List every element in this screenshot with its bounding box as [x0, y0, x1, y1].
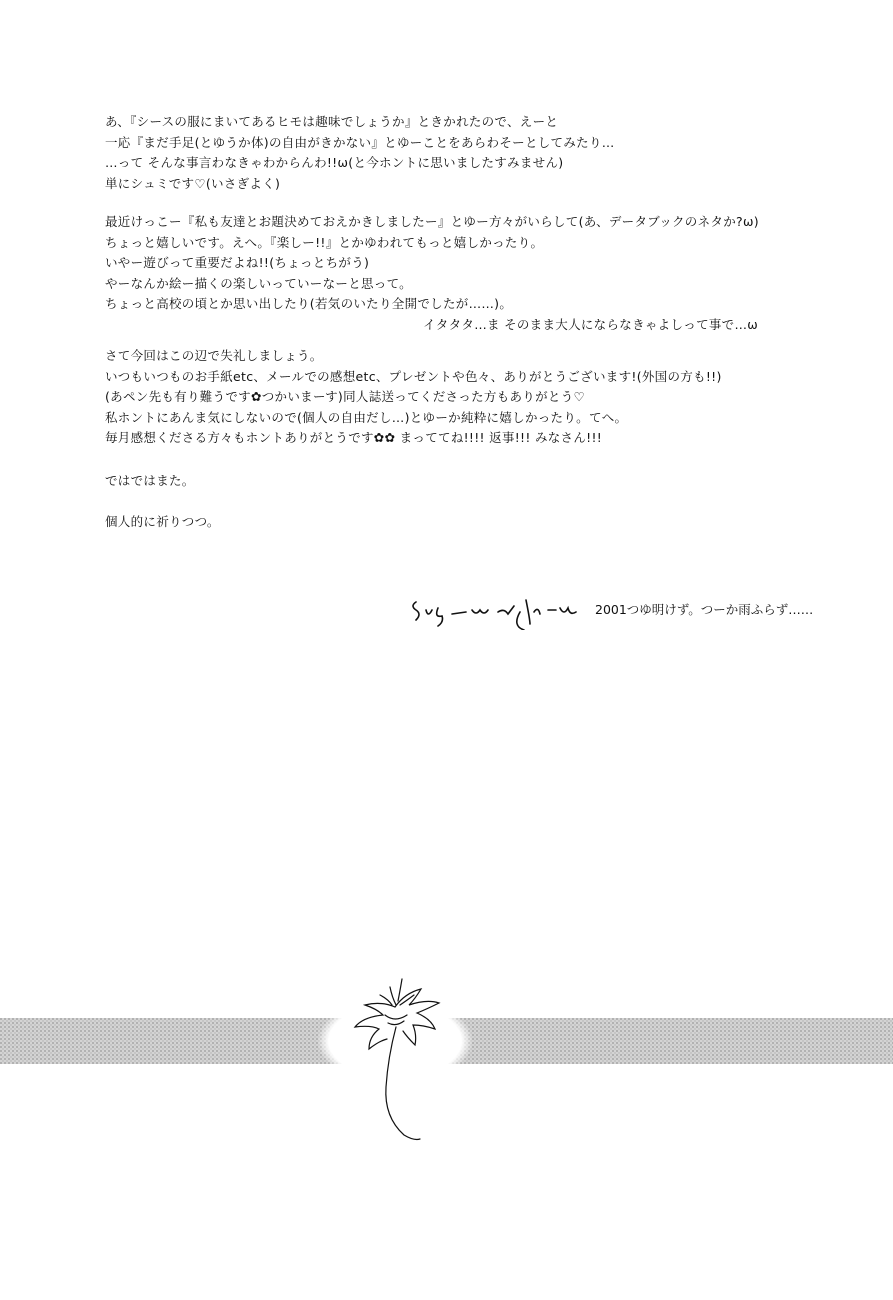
text-line: さて今回はこの辺で失礼しましょう。	[105, 348, 323, 363]
text-line: 一応『まだ手足(とゆうか体)の自由がきかない』とゆーことをあらわそーとしてみたり…	[105, 134, 615, 150]
text-line: ではではまた。	[105, 473, 195, 488]
text-line: 最近けっこー『私も友達とお題決めておえかきしましたー』とゆー方々がいらして(あ、データブックのネタか?ω)	[105, 214, 759, 229]
paragraph-3	[105, 346, 722, 449]
paragraph-4	[105, 471, 195, 492]
text-line: 私ホントにあんま気にしないので(個人の自由だし…)とゆーか純粋に嬉しかったり。てへ。	[105, 409, 628, 425]
text-line: いつもいつものお手紙etc、メールでの感想etc、プレゼントや色々、ありがとうございます!(外国の方も!!)	[105, 368, 722, 384]
text-line: ちょっと高校の頃とか思い出したり(若気のいたり全開でしたが……)。	[105, 296, 513, 311]
flower-illustration-icon	[330, 965, 460, 1150]
text-line: ちょっと嬉しいです。えへ。『楽しー!!』とかゆわれてもっと嬉しかったり。	[105, 234, 544, 250]
text-line: …って そんな事言わなきゃわからんわ!!ω(と今ホントに思いましたすみません)	[105, 155, 564, 170]
text-line: 個人的に祈りつつ。	[105, 514, 220, 529]
text-line-indented: イタタタ…ま そのまま大人にならなきゃよしって事で…ω	[423, 316, 759, 332]
paragraph-5	[105, 512, 220, 533]
text-line: 単にシュミです♡(いさぎよく)	[105, 175, 281, 191]
text-line: いやー遊びって重要だよね!!(ちょっとちがう)	[105, 255, 370, 270]
text-line: あ、『シースの服にまいてあるヒモは趣味でしょうか』ときかれたので、えーと	[105, 114, 559, 129]
paragraph-1	[105, 112, 615, 194]
text-line: (あペン先も有り難うです✿つかいまーす)同人誌送ってくださった方もありがとう♡	[105, 389, 586, 404]
text-line: やーなんか絵ー描くの楽しいっていーなーと思って。	[105, 275, 412, 291]
signature-note: 2001つゆ明けず。つーか雨ふらず……	[595, 602, 814, 617]
text-line: 毎月感想くださる方々もホントありがとうです✿✿ まっててね!!!! 返事!!! みなさん!!!	[105, 430, 603, 445]
paragraph-2	[105, 212, 759, 335]
